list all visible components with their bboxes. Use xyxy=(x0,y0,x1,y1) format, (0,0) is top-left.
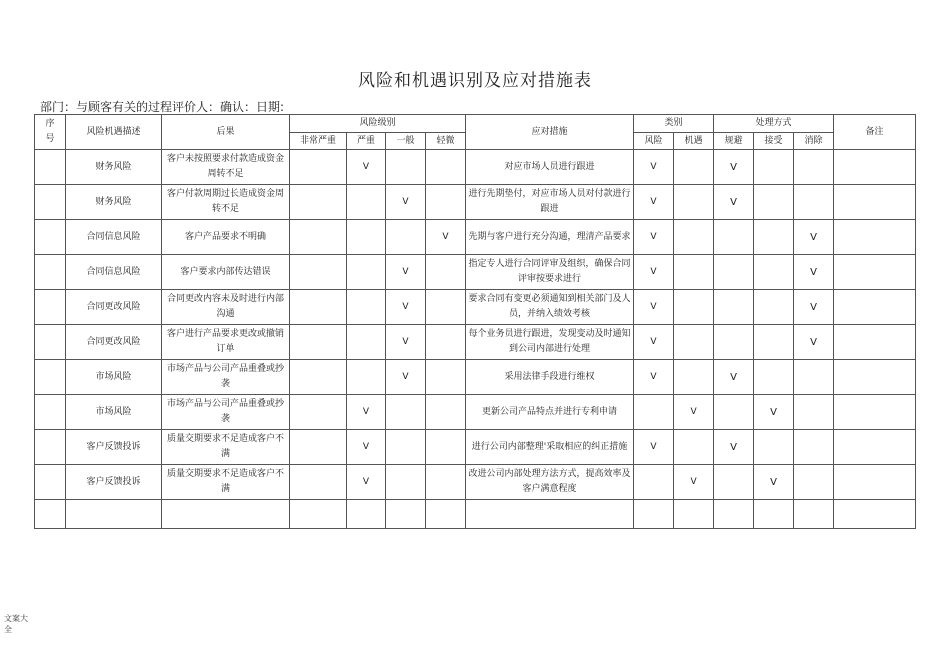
header-hand-accept: 接受 xyxy=(754,133,794,150)
handling-accept-cell xyxy=(754,185,794,220)
handling-accept-cell xyxy=(754,325,794,360)
level-very-severe-cell xyxy=(290,185,347,220)
handling-accept-cell: V xyxy=(754,465,794,500)
row-consequence: 市场产品与公司产品重叠或抄袭 xyxy=(162,395,290,430)
row-consequence: 市场产品与公司产品重叠或抄袭 xyxy=(162,360,290,395)
level-minor-cell xyxy=(426,150,466,185)
category-opportunity-cell xyxy=(674,150,714,185)
table-row xyxy=(35,255,916,290)
footer-note: 文案大全 xyxy=(4,614,28,634)
level-very-severe-cell xyxy=(290,360,347,395)
level-severe-cell: V xyxy=(347,395,386,430)
level-minor-cell xyxy=(426,290,466,325)
table-row-empty xyxy=(35,500,916,529)
table-row xyxy=(35,185,916,220)
handling-accept-cell xyxy=(754,430,794,465)
handling-accept-cell xyxy=(754,220,794,255)
header-hand-avoid: 规避 xyxy=(714,133,754,150)
handling-avoid-cell xyxy=(714,220,754,255)
row-consequence: 客户要求内部传达错误 xyxy=(162,255,290,290)
row-risk-desc: 市场风险 xyxy=(66,395,162,430)
table-row xyxy=(35,395,916,430)
level-general-cell: V xyxy=(386,185,426,220)
row-seq xyxy=(35,360,66,395)
empty-cell xyxy=(386,500,426,529)
handling-avoid-cell xyxy=(714,290,754,325)
header-handling: 处理方式 xyxy=(714,115,834,133)
level-minor-cell xyxy=(426,430,466,465)
row-remarks xyxy=(834,360,916,395)
handling-eliminate-cell: V xyxy=(794,290,834,325)
category-risk-cell: V xyxy=(634,290,674,325)
header-seq: 序号 xyxy=(35,115,66,150)
handling-eliminate-cell: V xyxy=(794,255,834,290)
category-opportunity-cell xyxy=(674,185,714,220)
empty-cell xyxy=(674,500,714,529)
header-level-very-severe: 非常严重 xyxy=(290,133,347,150)
row-remarks xyxy=(834,185,916,220)
empty-cell xyxy=(794,500,834,529)
handling-avoid-cell xyxy=(714,465,754,500)
row-consequence: 质量交期要求不足造成客户不满 xyxy=(162,465,290,500)
handling-avoid-cell: V xyxy=(714,360,754,395)
level-general-cell: V xyxy=(386,255,426,290)
category-opportunity-cell xyxy=(674,220,714,255)
handling-eliminate-cell xyxy=(794,360,834,395)
level-very-severe-cell xyxy=(290,220,347,255)
handling-eliminate-cell xyxy=(794,465,834,500)
row-seq xyxy=(35,150,66,185)
row-measure: 每个业务员进行跟进，发现变动及时通知到公司内部进行处理 xyxy=(466,325,634,360)
handling-eliminate-cell xyxy=(794,395,834,430)
level-general-cell xyxy=(386,150,426,185)
level-very-severe-cell xyxy=(290,430,347,465)
level-minor-cell: V xyxy=(426,220,466,255)
category-risk-cell: V xyxy=(634,185,674,220)
category-opportunity-cell xyxy=(674,360,714,395)
empty-cell xyxy=(347,500,386,529)
row-consequence: 客户产品要求不明确 xyxy=(162,220,290,255)
level-severe-cell xyxy=(347,360,386,395)
empty-cell xyxy=(634,500,674,529)
handling-accept-cell xyxy=(754,255,794,290)
row-consequence: 客户进行产品要求更改或撤销订单 xyxy=(162,325,290,360)
handling-eliminate-cell: V xyxy=(794,325,834,360)
handling-eliminate-cell: V xyxy=(794,220,834,255)
header-risk-level: 风险级别 xyxy=(290,115,466,133)
category-opportunity-cell xyxy=(674,430,714,465)
level-minor-cell xyxy=(426,255,466,290)
category-opportunity-cell: V xyxy=(674,395,714,430)
row-risk-desc: 客户反馈投诉 xyxy=(66,465,162,500)
table-row xyxy=(35,325,916,360)
level-very-severe-cell xyxy=(290,325,347,360)
category-risk-cell xyxy=(634,465,674,500)
level-general-cell xyxy=(386,220,426,255)
header-risk-desc: 风险机遇描述 xyxy=(66,115,162,150)
row-seq xyxy=(35,185,66,220)
handling-avoid-cell: V xyxy=(714,430,754,465)
category-risk-cell: V xyxy=(634,325,674,360)
empty-cell xyxy=(290,500,347,529)
level-very-severe-cell xyxy=(290,290,347,325)
table-row xyxy=(35,150,916,185)
level-very-severe-cell xyxy=(290,255,347,290)
row-measure: 进行公司内部整理'采取相应的纠正措施 xyxy=(466,430,634,465)
row-measure: 改进公司内部处理方法方式，提高效率及客户满意程度 xyxy=(466,465,634,500)
category-opportunity-cell: V xyxy=(674,465,714,500)
table-row xyxy=(35,290,916,325)
level-severe-cell xyxy=(347,255,386,290)
row-measure: 先期与客户进行充分沟通，理清产品要求 xyxy=(466,220,634,255)
category-risk-cell: V xyxy=(634,360,674,395)
table-row xyxy=(35,430,916,465)
empty-cell xyxy=(834,500,916,529)
handling-avoid-cell xyxy=(714,255,754,290)
table-row xyxy=(35,465,916,500)
row-risk-desc: 财务风险 xyxy=(66,185,162,220)
document-title: 风险和机遇识别及应对措施表 xyxy=(358,71,592,91)
row-measure: 采用法律手段进行维权 xyxy=(466,360,634,395)
handling-avoid-cell: V xyxy=(714,185,754,220)
row-risk-desc: 合同更改风险 xyxy=(66,290,162,325)
empty-cell xyxy=(426,500,466,529)
row-remarks xyxy=(834,430,916,465)
header-hand-eliminate: 消除 xyxy=(794,133,834,150)
category-risk-cell: V xyxy=(634,255,674,290)
handling-avoid-cell: V xyxy=(714,150,754,185)
handling-accept-cell xyxy=(754,290,794,325)
level-severe-cell xyxy=(347,290,386,325)
level-minor-cell xyxy=(426,325,466,360)
row-remarks xyxy=(834,290,916,325)
row-measure: 更新公司产品特点并进行专利申请 xyxy=(466,395,634,430)
level-general-cell: V xyxy=(386,325,426,360)
handling-avoid-cell xyxy=(714,395,754,430)
category-risk-cell: V xyxy=(634,430,674,465)
level-very-severe-cell xyxy=(290,395,347,430)
row-measure: 进行先期垫付，对应市场人员对付款进行跟进 xyxy=(466,185,634,220)
row-seq xyxy=(35,395,66,430)
level-severe-cell: V xyxy=(347,465,386,500)
row-consequence: 质量交期要求不足造成客户不满 xyxy=(162,430,290,465)
handling-avoid-cell xyxy=(714,325,754,360)
row-remarks xyxy=(834,465,916,500)
row-risk-desc: 合同信息风险 xyxy=(66,255,162,290)
row-risk-desc: 客户反馈投诉 xyxy=(66,430,162,465)
empty-cell xyxy=(754,500,794,529)
row-measure: 对应市场人员进行跟进 xyxy=(466,150,634,185)
handling-accept-cell xyxy=(754,150,794,185)
level-minor-cell xyxy=(426,185,466,220)
risk-opportunity-table xyxy=(34,114,916,529)
handling-accept-cell: V xyxy=(754,395,794,430)
row-remarks xyxy=(834,150,916,185)
row-remarks xyxy=(834,255,916,290)
header-remarks: 备注 xyxy=(834,115,916,150)
level-very-severe-cell xyxy=(290,465,347,500)
row-risk-desc: 合同信息风险 xyxy=(66,220,162,255)
empty-cell xyxy=(66,500,162,529)
level-general-cell xyxy=(386,430,426,465)
handling-eliminate-cell xyxy=(794,185,834,220)
level-severe-cell xyxy=(347,185,386,220)
row-consequence: 合同更改内容未及时进行内部沟通 xyxy=(162,290,290,325)
header-level-general: 一般 xyxy=(386,133,426,150)
row-consequence: 客户未按照要求付款造成资金周转不足 xyxy=(162,150,290,185)
header-category: 类别 xyxy=(634,115,714,133)
row-seq xyxy=(35,255,66,290)
level-severe-cell xyxy=(347,220,386,255)
level-minor-cell xyxy=(426,360,466,395)
category-risk-cell: V xyxy=(634,150,674,185)
handling-accept-cell xyxy=(754,360,794,395)
level-general-cell xyxy=(386,465,426,500)
header-consequence: 后果 xyxy=(162,115,290,150)
empty-cell xyxy=(35,500,66,529)
row-risk-desc: 合同更改风险 xyxy=(66,325,162,360)
header-level-minor: 轻微 xyxy=(426,133,466,150)
table-body xyxy=(35,150,916,529)
row-seq xyxy=(35,465,66,500)
level-general-cell: V xyxy=(386,290,426,325)
empty-cell xyxy=(466,500,634,529)
header-measures: 应对措施 xyxy=(466,115,634,150)
level-severe-cell xyxy=(347,325,386,360)
category-risk-cell xyxy=(634,395,674,430)
empty-cell xyxy=(714,500,754,529)
row-measure: 指定专人进行合同评审及组织，确保合同评审按要求进行 xyxy=(466,255,634,290)
row-remarks xyxy=(834,325,916,360)
header-cat-opportunity: 机遇 xyxy=(674,133,714,150)
table-row xyxy=(35,220,916,255)
handling-eliminate-cell xyxy=(794,150,834,185)
row-risk-desc: 财务风险 xyxy=(66,150,162,185)
row-seq xyxy=(35,290,66,325)
level-severe-cell: V xyxy=(347,150,386,185)
row-consequence: 客户付款周期过长造成资金周转不足 xyxy=(162,185,290,220)
header-meta-line: 部门：与顾客有关的过程评价人：确认：日期: xyxy=(40,100,285,114)
row-remarks xyxy=(834,395,916,430)
category-risk-cell: V xyxy=(634,220,674,255)
handling-eliminate-cell xyxy=(794,430,834,465)
level-very-severe-cell xyxy=(290,150,347,185)
category-opportunity-cell xyxy=(674,290,714,325)
level-minor-cell xyxy=(426,395,466,430)
level-general-cell: V xyxy=(386,360,426,395)
category-opportunity-cell xyxy=(674,255,714,290)
table-row xyxy=(35,360,916,395)
header-level-severe: 严重 xyxy=(347,133,386,150)
row-risk-desc: 市场风险 xyxy=(66,360,162,395)
level-minor-cell xyxy=(426,465,466,500)
level-severe-cell: V xyxy=(347,430,386,465)
header-cat-risk: 风险 xyxy=(634,133,674,150)
row-seq xyxy=(35,325,66,360)
row-seq xyxy=(35,430,66,465)
category-opportunity-cell xyxy=(674,325,714,360)
row-measure: 要求合同有变更必须通知到相关部门及人员，并纳入绩效考核 xyxy=(466,290,634,325)
row-remarks xyxy=(834,220,916,255)
empty-cell xyxy=(162,500,290,529)
row-seq xyxy=(35,220,66,255)
level-general-cell xyxy=(386,395,426,430)
